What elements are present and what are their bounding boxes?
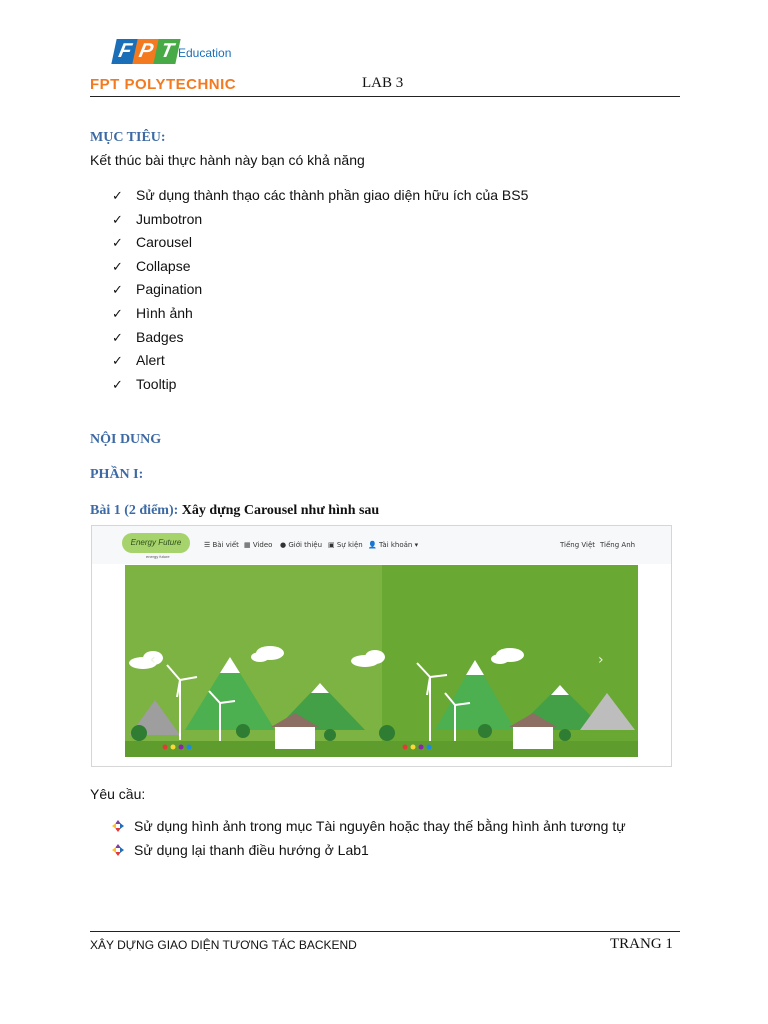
sample-nav-su-kien: ▣ Sự kiện xyxy=(328,541,363,549)
four-arrow-bullet-icon xyxy=(112,844,124,856)
checkmark-icon: ✓ xyxy=(112,189,123,204)
carousel-next-icon: › xyxy=(598,652,604,668)
footer-course-title: XÂY DỰNG GIAO DIỆN TƯƠNG TÁC BACKEND xyxy=(90,938,357,952)
checkmark-icon: ✓ xyxy=(112,330,123,346)
content-heading: NỘI DUNG xyxy=(90,432,162,447)
footer-divider xyxy=(90,931,680,932)
checklist-item-label: Jumbotron xyxy=(136,210,203,227)
requirement-item xyxy=(112,842,626,866)
checklist-item xyxy=(112,281,528,305)
sample-navbar xyxy=(92,526,671,564)
part-heading: PHẦN I: xyxy=(90,467,144,482)
checklist-item xyxy=(112,329,528,353)
checklist-item xyxy=(112,187,528,211)
sample-nav-bai-viet: ☰ Bài viết xyxy=(204,541,239,549)
checklist-item-label: Badges xyxy=(136,328,184,345)
lab-title: LAB 3 xyxy=(362,75,404,91)
requirement-item-label: Sử dụng lại thanh điều hướng ở Lab1 xyxy=(134,842,369,858)
carousel-screenshot xyxy=(91,525,672,767)
carousel-prev-icon: ‹ xyxy=(150,652,156,668)
exercise-title: Xây dựng Carousel như hình sau xyxy=(181,503,380,518)
sample-nav-gioi-thieu: ● Giới thiệu xyxy=(280,541,323,549)
objective-intro: Kết thúc bài thực hành này bạn có khả năng xyxy=(90,152,365,168)
logo-tile-f: F xyxy=(111,39,138,64)
checkmark-icon: ✓ xyxy=(112,236,123,252)
checkmark-icon: ✓ xyxy=(112,354,123,370)
checklist-item xyxy=(112,376,528,400)
objective-heading: MỤC TIÊU: xyxy=(90,130,166,145)
footer-page-number: TRANG 1 xyxy=(610,936,673,952)
header-divider xyxy=(90,96,680,97)
sample-nav-video: ▦ Video xyxy=(244,541,273,549)
checkmark-icon: ✓ xyxy=(112,283,123,299)
exercise-heading xyxy=(90,503,379,519)
checklist-item-label: Carousel xyxy=(136,234,193,251)
requirements-heading: Yêu cầu: xyxy=(90,786,146,802)
checklist-item xyxy=(112,258,528,282)
exercise-label: Bài 1 (2 điểm): xyxy=(90,503,179,518)
checklist-item-label: Collapse xyxy=(136,257,191,274)
requirement-item-label: Sử dụng hình ảnh trong mục Tài nguyên hoặc thay thế bằng hình ảnh tương tự xyxy=(134,818,626,834)
fpt-education-logo xyxy=(114,36,232,70)
checkmark-icon: ✓ xyxy=(112,259,123,275)
logo-tile-t: T xyxy=(153,39,180,64)
checkmark-icon: ✓ xyxy=(112,212,123,228)
objective-checklist xyxy=(112,187,528,399)
ground xyxy=(125,741,638,757)
checklist-item xyxy=(112,211,528,235)
requirements-list xyxy=(112,818,626,866)
checkmark-icon: ✓ xyxy=(112,377,123,393)
checklist-item-label: Tooltip xyxy=(136,375,177,392)
brand-name: FPT POLYTECHNIC xyxy=(90,76,237,93)
checklist-item xyxy=(112,352,528,376)
checklist-item xyxy=(112,234,528,258)
carousel-illustration xyxy=(125,565,638,757)
sample-lang-vi: Tiếng Việt xyxy=(560,541,596,549)
checklist-item xyxy=(112,305,528,329)
checklist-item-label: Sử dụng thành thạo các thành phần giao diện hữu ích của BS5 xyxy=(136,187,529,203)
sample-logo-sub: energy future xyxy=(146,554,170,559)
checkmark-icon: ✓ xyxy=(112,306,123,322)
requirement-item xyxy=(112,818,626,842)
four-arrow-bullet-icon xyxy=(112,820,124,832)
sample-logo: Energy Future xyxy=(122,533,190,553)
checklist-item-label: Alert xyxy=(136,352,165,369)
checklist-item-label: Hình ảnh xyxy=(136,304,193,321)
checklist-item-label: Pagination xyxy=(136,281,203,298)
sample-nav-tai-khoan: 👤 Tài khoản ▾ xyxy=(368,541,419,549)
logo-tile-p: P xyxy=(132,39,159,64)
sample-lang-en: Tiếng Anh xyxy=(600,541,636,549)
logo-suffix: Education xyxy=(178,46,232,60)
